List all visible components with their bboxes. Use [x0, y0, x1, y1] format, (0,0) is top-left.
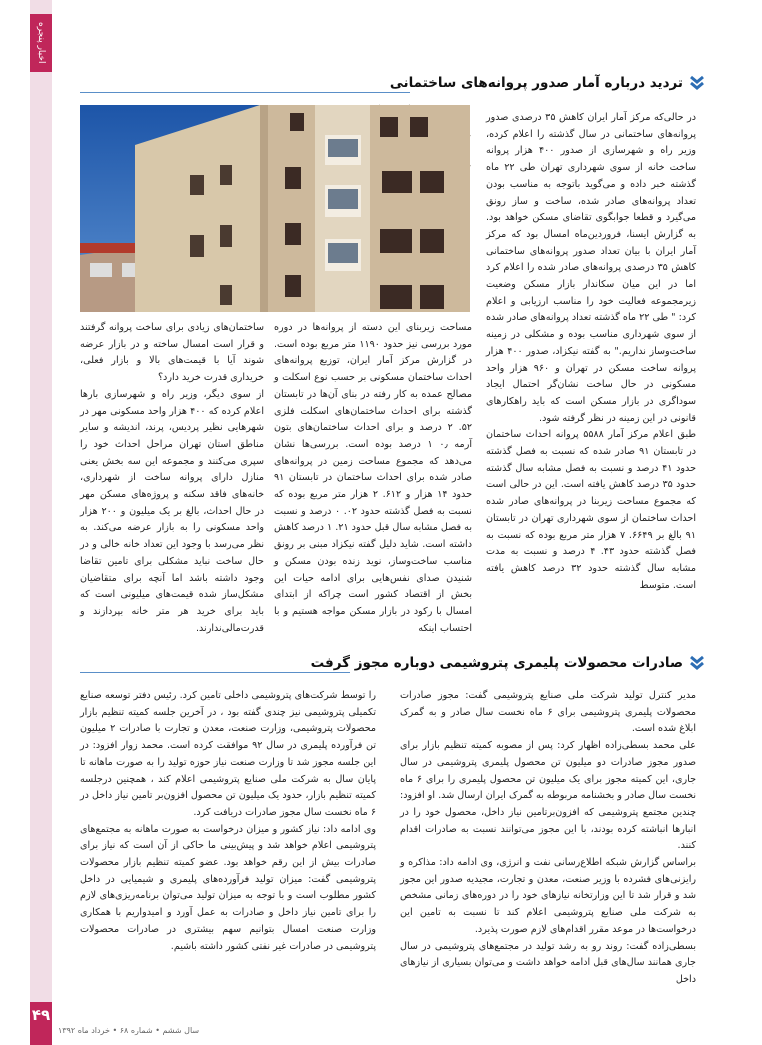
article2-heading — [311, 655, 705, 671]
article2-rule — [80, 672, 350, 673]
article2-column-right — [400, 688, 697, 985]
section-tab — [30, 14, 52, 72]
paragraph: در حالی‌که مرکز آمار ایران کاهش ۳۵ درصدی صدور پروانه‌های ساختمانی در سال گذشته را اعلام کرده، وزیر راه و شهرسازی از صدور ۴۰۰ هزار پروانه ساخت خانه از سوی شهرداری تهران طی ۲۲ ماه گذشته خبر داده و می‌گوید باتوجه به مناسب بودن تعداد پروانه‌های صادر شده، ساخت و ساز رونق می‌گیرد و قطعا جوابگوی تقاضای مسکن خواهد بود. به گزارش ایسنا، فروردین‌ماه امسال بود که مرکز آمار ایران با بیان تعداد صدور پروانه‌های ساختمانی کاهش ۳۵ درصدی پروانه‌های صادر شده را اعلام کرد اما در این میان سکاندار بازار مسکن وضعیت زیرمجموعه فعالیت خود را مناسب ارزیابی و اعلام کرد: " طی ۲۲ ماه گذشته تعداد پروانه‌های صادر شده از سوی شهرداری مناسب بوده و مشکلی در زمینه ساخت‌وساز نداریم." به گفته نیکزاد، صدور ۴۰۰ هزار پروانه ساخت مسکن در تهران و ۹۶۰ هزار واحد مسکونی در حال ساخت نشان‌گر احتمال ایجاد سوداگری در بازار مسکن است که باید راهکارهای قانونی در این زمینه در نظر گرفته شود. — [486, 112, 697, 424]
article2-column-left — [80, 688, 376, 978]
sidebar-strip — [30, 0, 52, 1045]
paragraph: را توسط شرکت‌های پتروشیمی داخلی تامین کرد. رئیس دفتر توسعه صنایع تکمیلی پتروشیمی نیز چندی گفته بود ، در آخرین جلسه کمیته تنظیم بازار محصولات پتروشیمی، وزارت صنعت، معدن و تجارت با صادرات ۲ میلیون تن فرآورده پلیمری در سال ۹۲ موافقت کرده است. محمد زوار افزود: در این جلسه مجوز شد تا وزارت صنعت نیاز حوزه تولید را به صورت ماهانه تا پایان سال به شرکت ملی صنایع پتروشیمی اعلام کند ، همچنین درجلسه کمیته تنظیم بازار، حدود یک میلیون تن محصول افزون‌بر تامین نیاز داخل در ۶ ماه نخست سال مجوز صادرات دریافت کرد. — [80, 690, 377, 818]
paragraph: بسطی‌زاده گفت: روند رو به رشد تولید در مجتمع‌های پتروشیمی در سال جاری همانند سال‌های قبل ادامه خواهد داشت و می‌توان بسیاری از نیازهای داخل — [400, 940, 696, 985]
paragraph: ساختمان‌های زیادی برای ساخت پروانه گرفتند و قرار است امسال ساخته و در بازار عرضه شوند آیا با قیمت‌های بالا و بازار فعلی، خریداری قدرت خرید دارد؟ — [80, 322, 264, 384]
page-number: ۴۹ — [31, 1006, 51, 1024]
paragraph: علی محمد بسطی‌زاده اظهار کرد: پس از مصوبه کمیته تنظیم بازار برای صدور مجوز صادرات دو میلیون تن محصول پلیمری پتروشیمی در سال جاری، این کمیته مجوز برای یک میلیون تن محصول پلیمری را برای ۶ ماه نخست سال صادر و بخشنامه مربوطه به گمرک ایران ارسال شد. او افزود: چندین مجتمع پتروشیمی که افزون‌برتامین نیاز داخل، محصول خود را در انبارها انباشته کرده بودند، با این مجوز می‌توانند نسبت به صادرات اقدام کنند. — [400, 740, 697, 852]
article1-column-left — [80, 320, 264, 638]
paragraph: مدیر کنترل تولید شرکت ملی صنایع پتروشیمی گفت: مجوز صادرات محصولات پلیمری پتروشیمی برای ۶ ماه نخست سال صادر و به گمرک ابلاغ شده است. — [400, 690, 696, 735]
paragraph: براساس گزارش شبکه اطلاع‌رسانی نفت و انرژی، وی ادامه داد: مذاکره و رایزنی‌های فشرده با وزیر صنعت، معدن و تجارت، مجیدیه صدور این مجوز شد و قرار شد تا این وزارتخانه نیازهای خود را در دوره‌های زمانی مشخص به شرکت ملی صنایع پتروشیمی اعلام کند تا نسبت به تامین این درخواست‌ها در موعد مقرر اقدام‌های لازم صورت پذیرد. — [400, 857, 696, 935]
article1-title: تردید درباره آمار صدور پروانه‌های ساختمانی — [389, 75, 683, 91]
article1-rule — [80, 92, 410, 93]
paragraph: وی ادامه داد: نیاز کشور و میزان درخواست به صورت ماهانه به مجتمع‌های پتروشیمی اعلام خواهد شد و پیش‌بینی ما حاکی از آن است که نیاز برای صادرات بیش از این رقم خواهد بود. عضو کمیته تنظیم بازار محصولات پتروشیمی گفت: میزان تولید فرآورده‌های پلیمری و شیمیایی در داخل کشور مطلوب است و با توجه به میزان تولید می‌توان برنامه‌ریزی‌های لازم را برای تامین نیاز داخل و صادرات به عمل آورد و امیدواریم با همکاری وزارت صنعت امسال بتوانیم سهم بیشتری در صادرات محصولات پتروشیمی در صادرات غیر نفتی کشور داشته باشیم. — [80, 823, 376, 952]
issue-footer: سال ششم • شماره ۶۸ • خرداد ماه ۱۳۹۲ — [58, 1026, 200, 1035]
article1-heading — [390, 75, 705, 91]
section-label: اخبار پنجره — [36, 22, 46, 64]
double-chevron-down-icon — [689, 655, 705, 671]
paragraph: از سوی دیگر، وزیر راه و شهرسازی بارها اعلام کرده که ۴۰۰ هزار واحد مسکونی مهر در شهرهایی نظیر پردیس، پرند، اندیشه و سایر مناطق استان تهران مراحل احداث خود را سپری می‌کنند و مجموعه این سه بخش یعنی منازل دارای پروانه ساخت از شهرداری، خانه‌های فاقد سکنه و پروژه‌های مسکن مهر در حال احداث، بالغ بر یک میلیون و ۲۰۰ هزار واحد مسکونی را به بازار عرضه می‌کند. به نظر می‌رسد با وجود این تعداد خانه خالی و در حال ساخت نباید مشکلی برای تامین تقاضا وجود داشته باشد اما آنچه برای متقاضیان مشکل‌ساز شده قیمت‌های میلیونی است که باید برای خرید هر متر خانه بپردازند و قدرت‌مالی‌ندارند. — [80, 388, 264, 634]
article1-column-right — [486, 110, 696, 638]
double-chevron-down-icon — [689, 75, 705, 91]
apartment-building-photo — [80, 105, 470, 312]
page-number-box — [30, 1002, 52, 1045]
article1-column-middle — [274, 320, 472, 638]
article2-title: صادرات محصولات پلیمری پتروشیمی دوباره مجوز گرفت — [310, 655, 683, 671]
paragraph: مساحت زیربنای این دسته از پروانه‌ها در دوره مورد بررسی نیز حدود ۱۱۹۰ متر مربع بوده است. در گزارش مرکز آمار ایران، توزیع پروانه‌های احداث ساختمان مسکونی بر حسب نوع اسکلت و مصالح عمده به کار رفته در بنای آن‌ها در تابستان گذشته برای احداث ساختمان‌های اسکلت فلزی ۵۲. ۲ درصد و برای احداث ساختمان‌های بتون آرمه ۰٫ ۱ درصد بوده است. بررسی‌ها نشان می‌دهد که مجموع مساحت زمین در پروانه‌های صادر شده برای احداث ساختمان در تابستان ۹۱ حدود ۱۴ هزار و ۶۱۲. ۲ هزار متر مربع بوده که نسبت به فصل گذشته حدود ۰۲. ۰ درصد و نسبت به فصل مشابه سال قبل حدود ۲۱. ۱ درصد کاهش داشته است. شاید دلیل گفته نیکزاد مبنی بر رونق مناسب ساخت‌وساز، نوید زنده بودن مسکن و شنیدن صدای نفس‌هایی برای ادامه حیات این بخش از اقتصاد کشور است چراکه از ابتدای امسال با رکود در بازار مسکن مواجه هستیم و با احتساب اینکه — [274, 322, 473, 634]
paragraph: طبق اعلام مرکز آمار ۵۵۸۸ پروانه احداث ساختمان در تابستان ۹۱ صادر شده که نسبت به فصل گذشته حدود ۴۱ درصد و نسبت به فصل مشابه سال گذشته حدود ۳۵ درصد کاهش یافته است. این در حالی است که مجموع مساحت زیربنا در پروانه‌های صادر شده احداث ساختمان از سوی شهرداری تهران در تابستان ۹۱ بالغ بر ۶۶۴۹. ۷ هزار متر مربع بوده که نسبت به فصل گذشته حدود ۴۳. ۴ درصد و نسبت به مدت مشابه سال گذشته حدود ۳۲ درصد کاهش یافته است. متوسط — [486, 429, 697, 591]
